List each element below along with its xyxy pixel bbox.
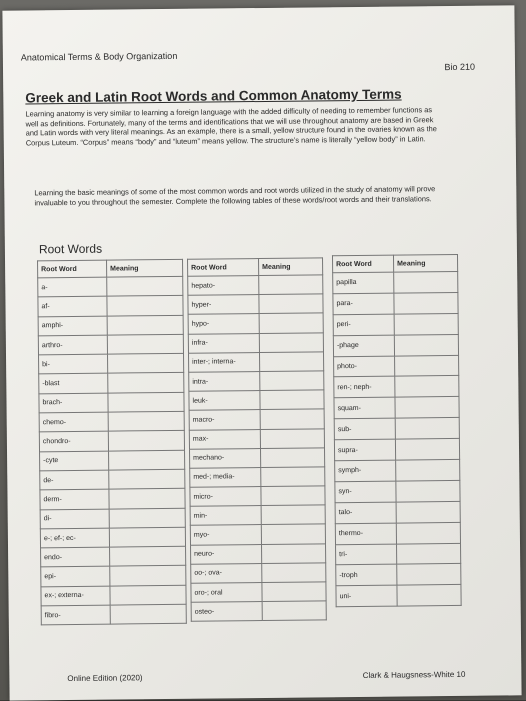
footer-edition: Online Edition (2020) bbox=[67, 673, 143, 684]
root-word-cell: photo- bbox=[334, 356, 395, 378]
root-word-cell: leuk- bbox=[189, 391, 260, 411]
root-word-cell: chemo- bbox=[39, 412, 108, 432]
meaning-answer-cell[interactable] bbox=[262, 582, 326, 602]
root-word-cell: -cyte bbox=[40, 451, 109, 471]
root-word-cell: endo- bbox=[41, 547, 110, 567]
meaning-answer-cell[interactable] bbox=[395, 397, 459, 419]
meaning-answer-cell[interactable] bbox=[109, 527, 185, 547]
table-row bbox=[40, 508, 185, 529]
worksheet-page bbox=[2, 5, 521, 700]
meaning-answer-cell[interactable] bbox=[260, 448, 324, 468]
meaning-answer-cell[interactable] bbox=[107, 334, 183, 354]
root-word-cell: para- bbox=[333, 293, 394, 315]
root-word-cell: osteo- bbox=[191, 602, 262, 622]
table-row bbox=[41, 585, 186, 606]
meaning-answer-cell[interactable] bbox=[395, 418, 459, 440]
table-row bbox=[335, 522, 460, 544]
table-row bbox=[334, 439, 459, 461]
root-word-cell: oo-; ova- bbox=[191, 563, 262, 583]
table-row bbox=[38, 334, 183, 355]
meaning-answer-cell[interactable] bbox=[108, 411, 184, 431]
root-word-cell: -phage bbox=[333, 335, 394, 357]
meaning-answer-cell[interactable] bbox=[108, 431, 184, 451]
root-word-cell: uni- bbox=[336, 585, 397, 607]
column-header-meaning: Meaning bbox=[107, 259, 183, 277]
column-header-root-word: Root Word bbox=[188, 259, 259, 277]
root-word-cell: macro- bbox=[189, 410, 260, 430]
root-word-cell: neuro- bbox=[191, 544, 262, 564]
meaning-answer-cell[interactable] bbox=[260, 390, 324, 410]
root-word-cell: intra- bbox=[189, 371, 260, 391]
root-word-cell: amphi- bbox=[38, 316, 107, 336]
table-row bbox=[190, 467, 325, 488]
root-word-cell: med-; media- bbox=[190, 467, 261, 487]
meaning-answer-cell[interactable] bbox=[394, 292, 458, 314]
root-word-cell: mechano- bbox=[190, 448, 261, 468]
meaning-answer-cell[interactable] bbox=[110, 566, 186, 586]
table-row bbox=[335, 459, 460, 481]
meaning-answer-cell[interactable] bbox=[397, 564, 461, 586]
table-row bbox=[191, 563, 326, 584]
table-row bbox=[188, 352, 323, 373]
root-word-cell: micro- bbox=[190, 487, 261, 507]
root-word-cell: inter-; interna- bbox=[188, 352, 259, 372]
meaning-answer-cell[interactable] bbox=[259, 313, 323, 333]
meaning-answer-cell[interactable] bbox=[259, 294, 323, 314]
table-row bbox=[40, 469, 185, 490]
root-word-cell: e-; ef-; ec- bbox=[40, 528, 109, 548]
table-row bbox=[190, 448, 325, 469]
header-course-topic: Anatomical Terms & Body Organization bbox=[20, 50, 178, 63]
page-title: Greek and Latin Root Words and Common Anatomy Terms bbox=[25, 86, 402, 106]
meaning-answer-cell[interactable] bbox=[260, 409, 324, 429]
root-word-cell: oro-; oral bbox=[191, 583, 262, 603]
table-row bbox=[40, 489, 185, 510]
root-word-cell: symph- bbox=[335, 460, 396, 482]
root-word-cell: af- bbox=[38, 296, 107, 316]
table-row bbox=[40, 450, 185, 471]
meaning-answer-cell[interactable] bbox=[395, 355, 459, 377]
footer-authors-page: Clark & Haugsness-White 10 bbox=[362, 669, 466, 680]
meaning-answer-cell[interactable] bbox=[108, 373, 184, 393]
table-row bbox=[334, 418, 459, 440]
meaning-answer-cell[interactable] bbox=[262, 563, 326, 583]
meaning-answer-cell[interactable] bbox=[396, 522, 460, 544]
meaning-answer-cell[interactable] bbox=[260, 428, 324, 448]
table-row bbox=[333, 292, 458, 314]
meaning-answer-cell[interactable] bbox=[397, 585, 461, 607]
table-row bbox=[190, 524, 325, 545]
root-word-cell: papilla bbox=[333, 272, 394, 294]
meaning-answer-cell[interactable] bbox=[261, 505, 325, 525]
meaning-answer-cell[interactable] bbox=[259, 352, 323, 372]
table-row bbox=[41, 604, 186, 625]
table-row bbox=[336, 585, 461, 607]
meaning-answer-cell[interactable] bbox=[261, 486, 325, 506]
column-header-root-word: Root Word bbox=[332, 255, 393, 273]
meaning-answer-cell[interactable] bbox=[396, 459, 460, 481]
root-word-cell: ren-; neph- bbox=[334, 377, 395, 399]
meaning-answer-cell[interactable] bbox=[396, 480, 460, 502]
root-word-cell: max- bbox=[189, 429, 260, 449]
root-word-cell: supra- bbox=[334, 439, 395, 461]
table-row bbox=[191, 582, 326, 603]
intro-paragraph: Learning anatomy is very similar to learning a foreign language with the added difficulty of needing to remember functions as well as definitions. Fortunately, many of the terms and identifications that we will use throughout anatomy are based in Greek and Latin words with very literal meanings. As an example, there is a small, yellow structure found in the ovaries known as the Corpus Luteum. “Corpus” means “body” and “luteum” means yellow. The structure’s name is literally “yellow body” in Latin. bbox=[25, 105, 437, 148]
meaning-answer-cell[interactable] bbox=[397, 543, 461, 565]
meaning-answer-cell[interactable] bbox=[107, 296, 183, 316]
table-row bbox=[190, 486, 325, 507]
meaning-answer-cell[interactable] bbox=[259, 275, 323, 295]
root-word-cell: -blast bbox=[39, 374, 108, 394]
table-row bbox=[191, 543, 326, 564]
meaning-answer-cell[interactable] bbox=[394, 271, 458, 293]
meaning-answer-cell[interactable] bbox=[394, 334, 458, 356]
root-word-cell: de- bbox=[40, 470, 109, 490]
meaning-answer-cell[interactable] bbox=[394, 313, 458, 335]
instructions-paragraph: Learning the basic meanings of some of the most common words and root words utilized in the study of anatomy will prove invaluable to you throughout the semester. Complete the following tables of these words/root words and their translations. bbox=[34, 184, 436, 207]
table-row bbox=[39, 392, 184, 413]
table-row bbox=[189, 390, 324, 411]
table-row bbox=[41, 566, 186, 587]
root-word-cell: derm- bbox=[40, 489, 109, 509]
root-word-cell: hepato- bbox=[188, 276, 259, 296]
meaning-answer-cell[interactable] bbox=[109, 450, 185, 470]
root-word-cell: bi- bbox=[39, 354, 108, 374]
table-row bbox=[333, 271, 458, 293]
table-row bbox=[188, 294, 323, 315]
table-row bbox=[39, 411, 184, 432]
table-row bbox=[335, 480, 460, 502]
table-row bbox=[336, 543, 461, 565]
table-row bbox=[38, 276, 183, 297]
column-header-meaning: Meaning bbox=[259, 258, 323, 276]
table-row bbox=[336, 564, 461, 586]
meaning-answer-cell[interactable] bbox=[109, 508, 185, 528]
meaning-answer-cell[interactable] bbox=[110, 585, 186, 605]
root-word-cell: myo- bbox=[190, 525, 261, 545]
root-word-cell: min- bbox=[190, 506, 261, 526]
meaning-answer-cell[interactable] bbox=[261, 524, 325, 544]
meaning-answer-cell[interactable] bbox=[395, 439, 459, 461]
table-row bbox=[38, 315, 183, 336]
root-word-cell: talo- bbox=[335, 502, 396, 524]
table-row bbox=[189, 428, 324, 449]
root-word-cell: squam- bbox=[334, 397, 395, 419]
table-row bbox=[333, 313, 458, 335]
header-course-code: Bio 210 bbox=[444, 61, 476, 73]
root-word-cell: syn- bbox=[335, 481, 396, 503]
meaning-answer-cell[interactable] bbox=[262, 601, 326, 621]
table-row bbox=[335, 501, 460, 523]
root-word-cell: -troph bbox=[336, 565, 397, 587]
root-word-cell: thermo- bbox=[335, 523, 396, 545]
meaning-answer-cell[interactable] bbox=[261, 467, 325, 487]
root-word-cell: ex-; externa- bbox=[41, 586, 110, 606]
root-word-cell: peri- bbox=[333, 314, 394, 336]
meaning-answer-cell[interactable] bbox=[110, 604, 186, 624]
root-word-cell: di- bbox=[40, 509, 109, 529]
table-row bbox=[188, 332, 323, 353]
table-row bbox=[334, 376, 459, 398]
column-header-meaning: Meaning bbox=[393, 254, 457, 272]
meaning-answer-cell[interactable] bbox=[109, 489, 185, 509]
table-row bbox=[39, 373, 184, 394]
root-words-table-2 bbox=[187, 257, 327, 622]
meaning-answer-cell[interactable] bbox=[260, 371, 324, 391]
table-row bbox=[189, 371, 324, 392]
root-word-cell: infra- bbox=[188, 333, 259, 353]
table-row bbox=[39, 354, 184, 375]
column-header-root-word: Root Word bbox=[38, 260, 107, 278]
root-word-cell: fibro- bbox=[41, 605, 110, 625]
root-word-cell: sub- bbox=[334, 418, 395, 440]
meaning-answer-cell[interactable] bbox=[110, 546, 186, 566]
meaning-answer-cell[interactable] bbox=[108, 354, 184, 374]
meaning-answer-cell[interactable] bbox=[259, 332, 323, 352]
meaning-answer-cell[interactable] bbox=[108, 392, 184, 412]
table-row bbox=[191, 601, 326, 622]
table-row bbox=[38, 296, 183, 317]
root-word-cell: a- bbox=[38, 277, 107, 297]
table-row bbox=[39, 431, 184, 452]
table-row bbox=[188, 275, 323, 296]
root-word-cell: brach- bbox=[39, 393, 108, 413]
table-row bbox=[334, 397, 459, 419]
root-word-cell: arthro- bbox=[38, 335, 107, 355]
table-row bbox=[40, 527, 185, 548]
root-word-cell: epi- bbox=[41, 567, 110, 587]
meaning-answer-cell[interactable] bbox=[107, 315, 183, 335]
meaning-answer-cell[interactable] bbox=[109, 469, 185, 489]
root-word-cell: chondro- bbox=[39, 431, 108, 451]
root-word-cell: hyper- bbox=[188, 295, 259, 315]
meaning-answer-cell[interactable] bbox=[395, 376, 459, 398]
table-row bbox=[188, 313, 323, 334]
table-row bbox=[333, 334, 458, 356]
meaning-answer-cell[interactable] bbox=[396, 501, 460, 523]
root-word-cell: tri- bbox=[336, 544, 397, 566]
table-row bbox=[189, 409, 324, 430]
table-row bbox=[41, 546, 186, 567]
root-words-table-1 bbox=[37, 259, 187, 626]
root-word-cell: hypo- bbox=[188, 314, 259, 334]
meaning-answer-cell[interactable] bbox=[262, 543, 326, 563]
table-row bbox=[334, 355, 459, 377]
table-row bbox=[190, 505, 325, 526]
meaning-answer-cell[interactable] bbox=[107, 276, 183, 296]
root-words-heading: Root Words bbox=[38, 241, 103, 257]
root-words-table-3 bbox=[332, 254, 462, 608]
